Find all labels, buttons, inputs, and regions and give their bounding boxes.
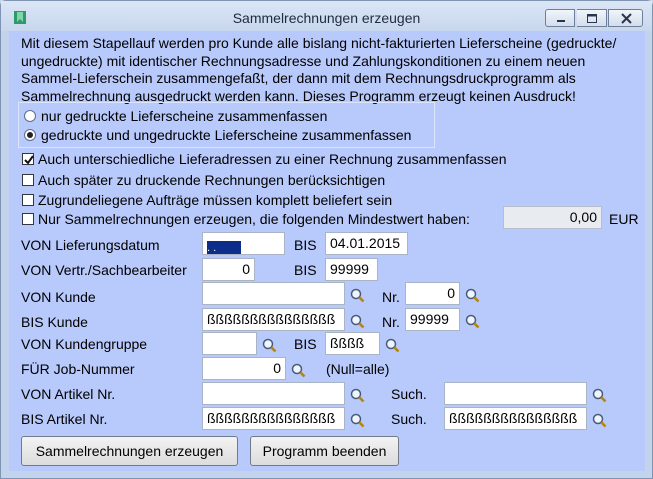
artikel-bis-field[interactable]: ßßßßßßßßßßßßßßß — [202, 407, 345, 430]
bis-kunde-label: BIS Kunde — [21, 314, 88, 330]
radio-gedruckte-und-ungedruckte[interactable] — [24, 129, 36, 141]
kunde-von-nr-search-icon[interactable] — [464, 287, 481, 304]
artikel-bis-such-search-icon[interactable] — [591, 412, 608, 429]
fuer-job-label: FÜR Job-Nummer — [21, 361, 135, 377]
nr-label-von: Nr. — [382, 289, 400, 305]
programm-beenden-button[interactable]: Programm beenden — [250, 436, 399, 466]
von-vertr-label: VON Vertr./Sachbearbeiter — [21, 262, 187, 278]
von-kunde-label: VON Kunde — [21, 289, 96, 305]
von-artikel-label: VON Artikel Nr. — [21, 386, 116, 402]
such-label-bis: Such. — [391, 411, 427, 427]
checkbox-mindestwert-label[interactable]: Nur Sammelrechnungen erzeugen, die folgenden Mindestwert haben: — [38, 211, 470, 227]
maximize-icon — [577, 10, 607, 28]
intro-text: Mit diesem Stapellauf werden pro Kunde alle bislang nicht-fakturierten Lieferscheine (gedruckte/ ungedruckte) mit identischer Rechnungsadresse und Zahlungskonditionen zu einem neuen Sammel-Lieferschein zusammengefaßt, der dann mit dem Rechnungsdruckprogramm als Sammelrechnung ausgedruckt werden kann. Dieses Programm erzeugt keinen Ausdruck! — [21, 35, 617, 104]
checkbox-spaeter-drucken-label[interactable]: Auch später zu druckende Rechnungen berücksichtigen — [38, 172, 386, 188]
window-title: Sammelrechnungen erzeugen — [232, 10, 421, 26]
null-alle-hint: (Null=alle) — [326, 361, 390, 377]
dialog-body — [9, 31, 645, 471]
bis-artikel-label: BIS Artikel Nr. — [21, 411, 108, 427]
checkbox-lieferadressen[interactable] — [22, 153, 34, 165]
radio-gedruckte-und-ungedruckte-label[interactable]: gedruckte und ungedruckte Lieferscheine zusammenfassen — [41, 127, 412, 143]
checkbox-spaeter-drucken[interactable] — [22, 174, 34, 186]
kundengruppe-von-field[interactable] — [202, 332, 257, 355]
bis-label-datum: BIS — [294, 237, 317, 253]
radio-nur-gedruckte[interactable] — [24, 110, 36, 122]
artikel-von-search-icon[interactable] — [349, 387, 366, 404]
checkmark-icon — [23, 154, 35, 166]
kunde-von-field[interactable] — [202, 282, 345, 305]
kundengruppe-bis-field[interactable]: ßßßß — [325, 332, 380, 355]
lieferungsdatum-von-field[interactable] — [202, 232, 285, 255]
kunde-von-nr-field[interactable]: 0 — [405, 282, 460, 305]
nr-label-bis: Nr. — [382, 314, 400, 330]
kunde-von-search-icon[interactable] — [349, 287, 366, 304]
artikel-von-such-field[interactable] — [444, 382, 587, 405]
currency-label: EUR — [609, 211, 639, 227]
artikel-von-field[interactable] — [202, 382, 345, 405]
radio-nur-gedruckte-label[interactable]: nur gedruckte Lieferscheine zusammenfassen — [41, 108, 328, 124]
sammelrechnungen-erzeugen-button[interactable]: Sammelrechnungen erzeugen — [21, 436, 238, 466]
maximize-button[interactable] — [577, 9, 607, 27]
minimize-icon — [546, 10, 576, 28]
title-bar — [1, 1, 652, 31]
checkbox-mindestwert[interactable] — [22, 213, 34, 225]
checkbox-komplett-beliefert[interactable] — [22, 194, 34, 206]
lieferungsdatum-bis-field[interactable]: 04.01.2015 — [325, 232, 408, 255]
artikel-von-such-search-icon[interactable] — [591, 387, 608, 404]
von-lieferungsdatum-label: VON Lieferungsdatum — [21, 237, 160, 253]
kunde-bis-search-icon[interactable] — [349, 313, 366, 330]
bis-label-vertr: BIS — [294, 262, 317, 278]
kundengruppe-von-search-icon[interactable] — [261, 337, 278, 354]
artikel-bis-such-field[interactable]: ßßßßßßßßßßßßßßß — [444, 407, 587, 430]
job-nummer-search-icon[interactable] — [290, 362, 307, 379]
vertr-bis-field[interactable]: 99999 — [325, 258, 378, 281]
kunde-bis-nr-field[interactable]: 99999 — [405, 308, 460, 331]
lieferungsdatum-von-value: . . — [207, 241, 241, 255]
mindestwert-field[interactable]: 0,00 — [503, 206, 602, 229]
such-label-von: Such. — [391, 386, 427, 402]
kundengruppe-bis-search-icon[interactable] — [384, 337, 401, 354]
checkbox-komplett-beliefert-label[interactable]: Zugrundeliegene Aufträge müssen komplett beliefert sein — [38, 192, 393, 208]
von-kundengruppe-label: VON Kundengruppe — [21, 336, 148, 352]
close-button[interactable] — [608, 9, 643, 27]
bis-label-kundengruppe: BIS — [294, 336, 317, 352]
minimize-button[interactable] — [545, 9, 575, 27]
kunde-bis-nr-search-icon[interactable] — [464, 313, 481, 330]
job-nummer-field[interactable]: 0 — [202, 357, 286, 380]
vertr-von-field[interactable]: 0 — [202, 258, 255, 281]
checkbox-lieferadressen-label[interactable]: Auch unterschiedliche Lieferadressen zu einer Rechnung zusammenfassen — [38, 151, 507, 167]
artikel-bis-search-icon[interactable] — [349, 412, 366, 429]
kunde-bis-field[interactable]: ßßßßßßßßßßßßßßß — [202, 308, 345, 331]
close-icon — [609, 10, 644, 28]
